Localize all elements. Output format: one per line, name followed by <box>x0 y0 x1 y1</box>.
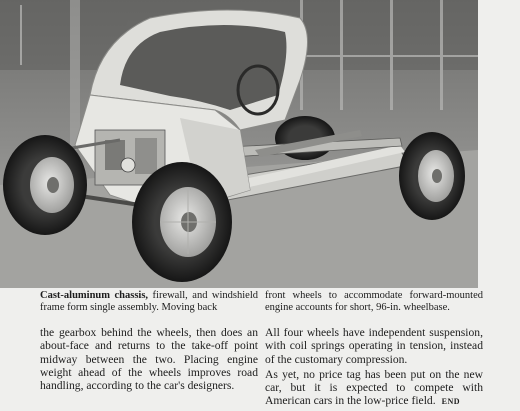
caption-right-text: front wheels to accommodate forward-mounted engine accounts for short, 96-in. wheelbase. <box>265 290 483 313</box>
rear-near-wheel <box>399 132 465 220</box>
price-text: As yet, no price tag has been put on the new car, but it is expected to compete with American cars in the low-price field. <box>265 367 483 408</box>
photo-caption-left <box>40 290 258 314</box>
article-paragraph-price <box>265 368 483 409</box>
article-column-left <box>40 326 258 392</box>
article-paragraph-suspension: All four wheels have independent suspension, with coil springs operating in tension, instead of the customary compression. <box>265 326 483 366</box>
article-column-right <box>265 326 483 411</box>
caption-lead: Cast-aluminum chassis, <box>40 290 149 301</box>
caption-left-text: firewall, and windshield frame form single assembly. Moving back <box>40 290 259 313</box>
front-near-wheel <box>132 162 232 282</box>
photo-caption-right <box>265 290 483 314</box>
end-mark: END <box>441 397 461 407</box>
article-paragraph: the gearbox behind the wheels, then does an about-face and returns to the take-off point midway between the two. Placing engine weight ahead of the wheels improves road handling, according to the car's designers. <box>40 326 258 393</box>
front-far-wheel <box>3 135 87 235</box>
